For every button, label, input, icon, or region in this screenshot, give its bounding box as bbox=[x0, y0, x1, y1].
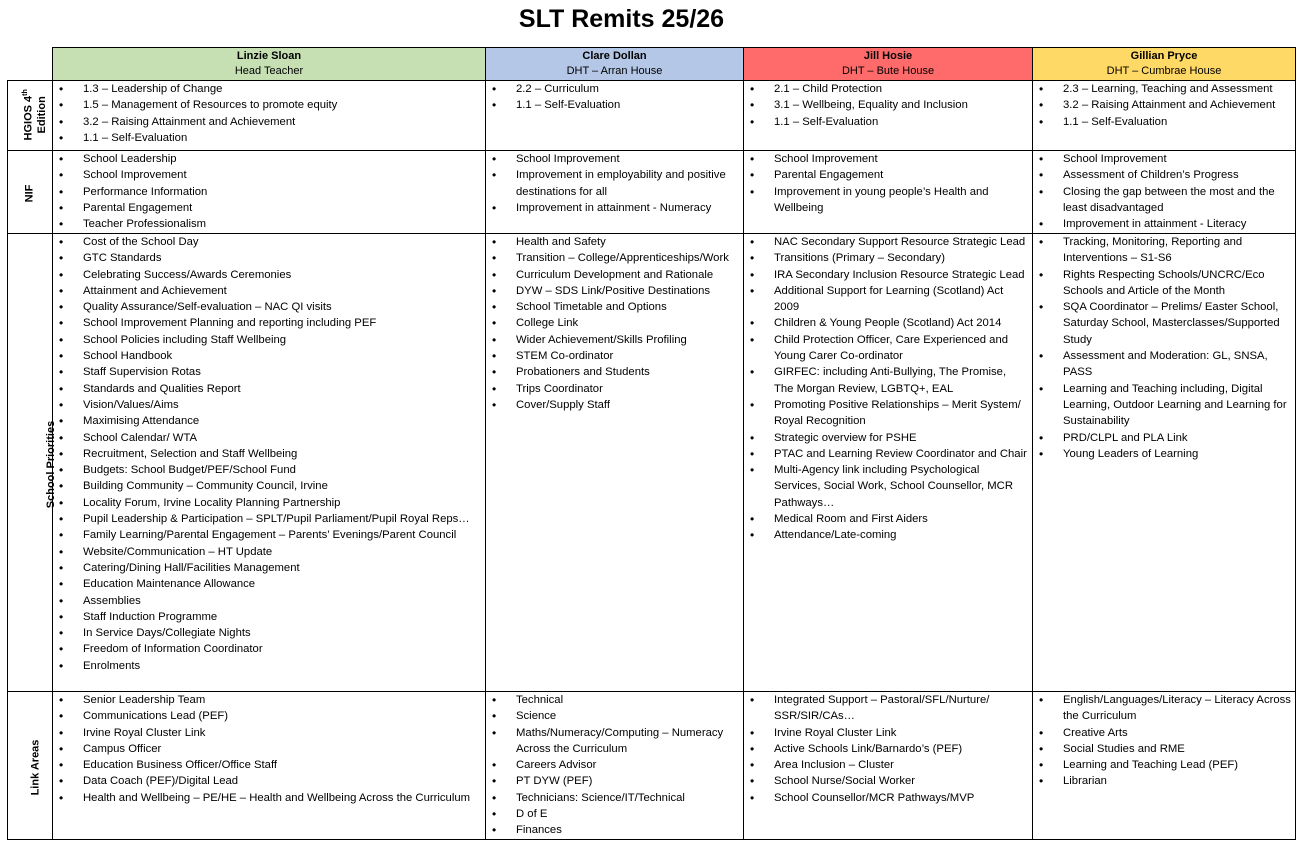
list-item: • School Timetable and Options bbox=[486, 299, 743, 315]
list-item: • Curriculum Development and Rationale bbox=[486, 267, 743, 283]
list-item: • Campus Officer bbox=[53, 741, 485, 757]
cell-hgios-jill bbox=[744, 81, 1033, 151]
cell-links-jill bbox=[744, 692, 1033, 840]
list-item: • School Improvement bbox=[486, 151, 743, 167]
bullet-list bbox=[486, 234, 743, 413]
row-hgios bbox=[8, 81, 1296, 151]
cell-priorities-linzie bbox=[53, 234, 486, 692]
row-nif bbox=[8, 151, 1296, 234]
header-name: Gillian Pryce bbox=[1130, 50, 1198, 62]
list-item: • Active Schools Link/Barnardo’s (PEF) bbox=[744, 741, 1032, 757]
list-item: • School Policies including Staff Wellbeing bbox=[53, 332, 485, 348]
list-item: • Probationers and Students bbox=[486, 364, 743, 380]
bullet-list bbox=[486, 151, 743, 216]
list-item: • Attainment and Achievement bbox=[53, 283, 485, 299]
list-item: • Improvement in young people’s Health and Wellbeing bbox=[744, 184, 1032, 217]
header-gillian bbox=[1033, 48, 1296, 81]
list-item: • School Handbook bbox=[53, 348, 485, 364]
list-item: • Recruitment, Selection and Staff Wellbeing bbox=[53, 446, 485, 462]
bullet-list bbox=[53, 234, 485, 674]
list-item: • 3.2 – Raising Attainment and Achievement bbox=[53, 114, 485, 130]
list-item: • 1.1 – Self-Evaluation bbox=[486, 97, 743, 113]
list-item: • Careers Advisor bbox=[486, 757, 743, 773]
list-item: • Learning and Teaching including, Digital Learning, Outdoor Learning and Learning for Sustainability bbox=[1033, 381, 1295, 430]
list-item: • Enrolments bbox=[53, 658, 485, 674]
list-item: • Improvement in employability and positive destinations for all bbox=[486, 167, 743, 200]
list-item: • 3.1 – Wellbeing, Equality and Inclusion bbox=[744, 97, 1032, 113]
row-label-text: Link Areas bbox=[29, 739, 42, 795]
list-item: • School Improvement bbox=[1033, 151, 1295, 167]
row-label-text: School Priorities bbox=[45, 420, 58, 508]
bullet-list bbox=[486, 692, 743, 839]
list-item: • Maximising Attendance bbox=[53, 413, 485, 429]
header-role: DHT – Arran House bbox=[566, 65, 663, 77]
list-item: • Assessment of Children’s Progress bbox=[1033, 167, 1295, 183]
page-title: SLT Remits 25/26 bbox=[518, 5, 725, 33]
header-linzie bbox=[53, 48, 486, 81]
cell-priorities-gillian bbox=[1033, 234, 1296, 692]
list-item: • Assemblies bbox=[53, 593, 485, 609]
list-item: • D of E bbox=[486, 806, 743, 822]
cell-links-gillian bbox=[1033, 692, 1296, 840]
list-item: • Staff Induction Programme bbox=[53, 609, 485, 625]
list-item: • Technical bbox=[486, 692, 743, 708]
list-item: • Transitions (Primary – Secondary) bbox=[744, 250, 1032, 266]
list-item: • Area Inclusion – Cluster bbox=[744, 757, 1032, 773]
list-item: • College Link bbox=[486, 315, 743, 331]
list-item: • GTC Standards bbox=[53, 250, 485, 266]
list-item: • Trips Coordinator bbox=[486, 381, 743, 397]
list-item: • Website/Communication – HT Update bbox=[53, 544, 485, 560]
row-label-priorities bbox=[8, 234, 58, 692]
list-item: • Budgets: School Budget/PEF/School Fund bbox=[53, 462, 485, 478]
list-item: • NAC Secondary Support Resource Strategic Lead bbox=[744, 234, 1032, 250]
list-item: • Education Maintenance Allowance bbox=[53, 576, 485, 592]
list-item: • Health and Wellbeing – PE/HE – Health and Wellbeing Across the Curriculum bbox=[53, 790, 485, 806]
list-item: • Cover/Supply Staff bbox=[486, 397, 743, 413]
list-item: • 1.1 – Self-Evaluation bbox=[53, 130, 485, 146]
list-item: • DYW – SDS Link/Positive Destinations bbox=[486, 283, 743, 299]
bullet-list bbox=[1033, 692, 1295, 790]
header-clare bbox=[486, 48, 744, 81]
header-row bbox=[8, 48, 1296, 81]
list-item: • Family Learning/Parental Engagement – Parents’ Evenings/Parent Council bbox=[53, 527, 485, 543]
list-item: • Catering/Dining Hall/Facilities Management bbox=[53, 560, 485, 576]
list-item: • Young Leaders of Learning bbox=[1033, 446, 1295, 462]
list-item: • SQA Coordinator – Prelims/ Easter School, Saturday School, Masterclasses/Supported Study bbox=[1033, 299, 1295, 348]
list-item: • Cost of the School Day bbox=[53, 234, 485, 250]
list-item: • Librarian bbox=[1033, 773, 1295, 789]
list-item: • Locality Forum, Irvine Locality Planning Partnership bbox=[53, 495, 485, 511]
bullet-list bbox=[53, 81, 485, 146]
list-item: • 3.2 – Raising Attainment and Achievement bbox=[1033, 97, 1295, 113]
cell-nif-clare bbox=[486, 151, 744, 234]
list-item: • Standards and Qualities Report bbox=[53, 381, 485, 397]
bullet-list bbox=[53, 151, 485, 232]
list-item: • Additional Support for Learning (Scotland) Act 2009 bbox=[744, 283, 1032, 316]
row-label-links bbox=[8, 692, 53, 840]
bullet-list bbox=[1033, 151, 1295, 232]
cell-hgios-gillian bbox=[1033, 81, 1296, 151]
list-item: • School Counsellor/MCR Pathways/MVP bbox=[744, 790, 1032, 806]
cell-nif-gillian bbox=[1033, 151, 1296, 234]
list-item: • Rights Respecting Schools/UNCRC/Eco Schools and Article of the Month bbox=[1033, 267, 1295, 300]
row-label-hgios bbox=[8, 81, 53, 151]
list-item: • Communications Lead (PEF) bbox=[53, 708, 485, 724]
bullet-list bbox=[744, 81, 1032, 130]
list-item: • School Leadership bbox=[53, 151, 485, 167]
list-item: • School Improvement bbox=[744, 151, 1032, 167]
list-item: • School Improvement Planning and reporting including PEF bbox=[53, 315, 485, 331]
bullet-list bbox=[1033, 234, 1295, 462]
list-item: • PRD/CLPL and PLA Link bbox=[1033, 430, 1295, 446]
header-name: Clare Dollan bbox=[582, 50, 647, 62]
list-item: • In Service Days/Collegiate Nights bbox=[53, 625, 485, 641]
header-role: DHT – Cumbrae House bbox=[1106, 65, 1222, 77]
row-label-text: HGIOS 4th Edition bbox=[21, 89, 48, 141]
list-item: • Multi-Agency link including Psychological Services, Social Work, School Counsellor, MCR Pathways… bbox=[744, 462, 1032, 511]
header-role: DHT – Bute House bbox=[841, 65, 935, 77]
list-item: • Improvement in attainment - Numeracy bbox=[486, 200, 743, 216]
list-item: • Building Community – Community Council, Irvine bbox=[53, 478, 485, 494]
list-item: • English/Languages/Literacy – Literacy Across the Curriculum bbox=[1033, 692, 1295, 725]
list-item: • Staff Supervision Rotas bbox=[53, 364, 485, 380]
list-item: • Children & Young People (Scotland) Act 2014 bbox=[744, 315, 1032, 331]
header-name: Jill Hosie bbox=[863, 50, 913, 62]
list-item: • Irvine Royal Cluster Link bbox=[744, 725, 1032, 741]
list-item: • School Nurse/Social Worker bbox=[744, 773, 1032, 789]
bullet-list bbox=[486, 81, 743, 114]
list-item: • Maths/Numeracy/Computing – Numeracy Across the Curriculum bbox=[486, 725, 743, 758]
list-item: • Transition – College/Apprenticeships/Work bbox=[486, 250, 743, 266]
remits-table bbox=[7, 47, 1296, 840]
list-item: • Celebrating Success/Awards Ceremonies bbox=[53, 267, 485, 283]
bullet-list bbox=[744, 234, 1032, 544]
list-item: • Performance Information bbox=[53, 184, 485, 200]
list-item: • 1.1 – Self-Evaluation bbox=[1033, 114, 1295, 130]
list-item: • Creative Arts bbox=[1033, 725, 1295, 741]
list-item: • Quality Assurance/Self-evaluation – NAC QI visits bbox=[53, 299, 485, 315]
list-item: • STEM Co-ordinator bbox=[486, 348, 743, 364]
list-item: • Parental Engagement bbox=[53, 200, 485, 216]
cell-hgios-linzie bbox=[53, 81, 486, 151]
list-item: • Science bbox=[486, 708, 743, 724]
list-item: • Finances bbox=[486, 822, 743, 838]
list-item: • GIRFEC: including Anti-Bullying, The Promise, The Morgan Review, LGBTQ+, EAL bbox=[744, 364, 1032, 397]
list-item: • Education Business Officer/Office Staff bbox=[53, 757, 485, 773]
list-item: • Assessment and Moderation: GL, SNSA, PASS bbox=[1033, 348, 1295, 381]
list-item: • Learning and Teaching Lead (PEF) bbox=[1033, 757, 1295, 773]
cell-nif-linzie bbox=[53, 151, 486, 234]
list-item: • Health and Safety bbox=[486, 234, 743, 250]
list-item: • Irvine Royal Cluster Link bbox=[53, 725, 485, 741]
list-item: • Medical Room and First Aiders bbox=[744, 511, 1032, 527]
list-item: • Improvement in attainment - Literacy bbox=[1033, 216, 1295, 232]
list-item: • Attendance/Late-coming bbox=[744, 527, 1032, 543]
list-item: • 2.3 – Learning, Teaching and Assessment bbox=[1033, 81, 1295, 97]
row-priorities bbox=[8, 234, 1296, 692]
cell-hgios-clare bbox=[486, 81, 744, 151]
bullet-list bbox=[1033, 81, 1295, 130]
header-jill bbox=[744, 48, 1033, 81]
list-item: • 2.1 – Child Protection bbox=[744, 81, 1032, 97]
list-item: • Senior Leadership Team bbox=[53, 692, 485, 708]
list-item: • Vision/Values/Aims bbox=[53, 397, 485, 413]
list-item: • 2.2 – Curriculum bbox=[486, 81, 743, 97]
list-item: • Child Protection Officer, Care Experienced and Young Carer Co-ordinator bbox=[744, 332, 1032, 365]
list-item: • Closing the gap between the most and the least disadvantaged bbox=[1033, 184, 1295, 217]
list-item: • School Improvement bbox=[53, 167, 485, 183]
list-item: • Technicians: Science/IT/Technical bbox=[486, 790, 743, 806]
list-item: • Data Coach (PEF)/Digital Lead bbox=[53, 773, 485, 789]
cell-links-clare bbox=[486, 692, 744, 840]
list-item: • Promoting Positive Relationships – Merit System/ Royal Recognition bbox=[744, 397, 1032, 430]
list-item: • Teacher Professionalism bbox=[53, 216, 485, 232]
list-item: • Strategic overview for PSHE bbox=[744, 430, 1032, 446]
cell-priorities-clare bbox=[486, 234, 744, 692]
row-links bbox=[8, 692, 1296, 840]
header-role: Head Teacher bbox=[234, 65, 304, 77]
list-item: • Freedom of Information Coordinator bbox=[53, 641, 485, 657]
list-item: • Parental Engagement bbox=[744, 167, 1032, 183]
header-name: Linzie Sloan bbox=[236, 50, 302, 62]
bullet-list bbox=[744, 692, 1032, 806]
cell-nif-jill bbox=[744, 151, 1033, 234]
list-item: • 1.5 – Management of Resources to promote equity bbox=[53, 97, 485, 113]
list-item: • Pupil Leadership & Participation – SPLT/Pupil Parliament/Pupil Royal Reps… bbox=[53, 511, 485, 527]
cell-links-linzie bbox=[53, 692, 486, 840]
row-label-text: NIF bbox=[23, 184, 36, 203]
list-item: • Wider Achievement/Skills Profiling bbox=[486, 332, 743, 348]
list-item: • School Calendar/ WTA bbox=[53, 430, 485, 446]
list-item: • IRA Secondary Inclusion Resource Strategic Lead bbox=[744, 267, 1032, 283]
list-item: • PT DYW (PEF) bbox=[486, 773, 743, 789]
list-item: • Tracking, Monitoring, Reporting and Interventions – S1-S6 bbox=[1033, 234, 1295, 267]
cell-priorities-jill bbox=[744, 234, 1033, 692]
list-item: • PTAC and Learning Review Coordinator and Chair bbox=[744, 446, 1032, 462]
list-item: • 1.1 – Self-Evaluation bbox=[744, 114, 1032, 130]
list-item: • 1.3 – Leadership of Change bbox=[53, 81, 485, 97]
row-label-nif bbox=[8, 151, 53, 234]
list-item: • Social Studies and RME bbox=[1033, 741, 1295, 757]
corner-cell bbox=[8, 48, 53, 81]
bullet-list bbox=[744, 151, 1032, 216]
list-item: • Integrated Support – Pastoral/SFL/Nurture/ SSR/SIR/CAs… bbox=[744, 692, 1032, 725]
bullet-list bbox=[53, 692, 485, 806]
